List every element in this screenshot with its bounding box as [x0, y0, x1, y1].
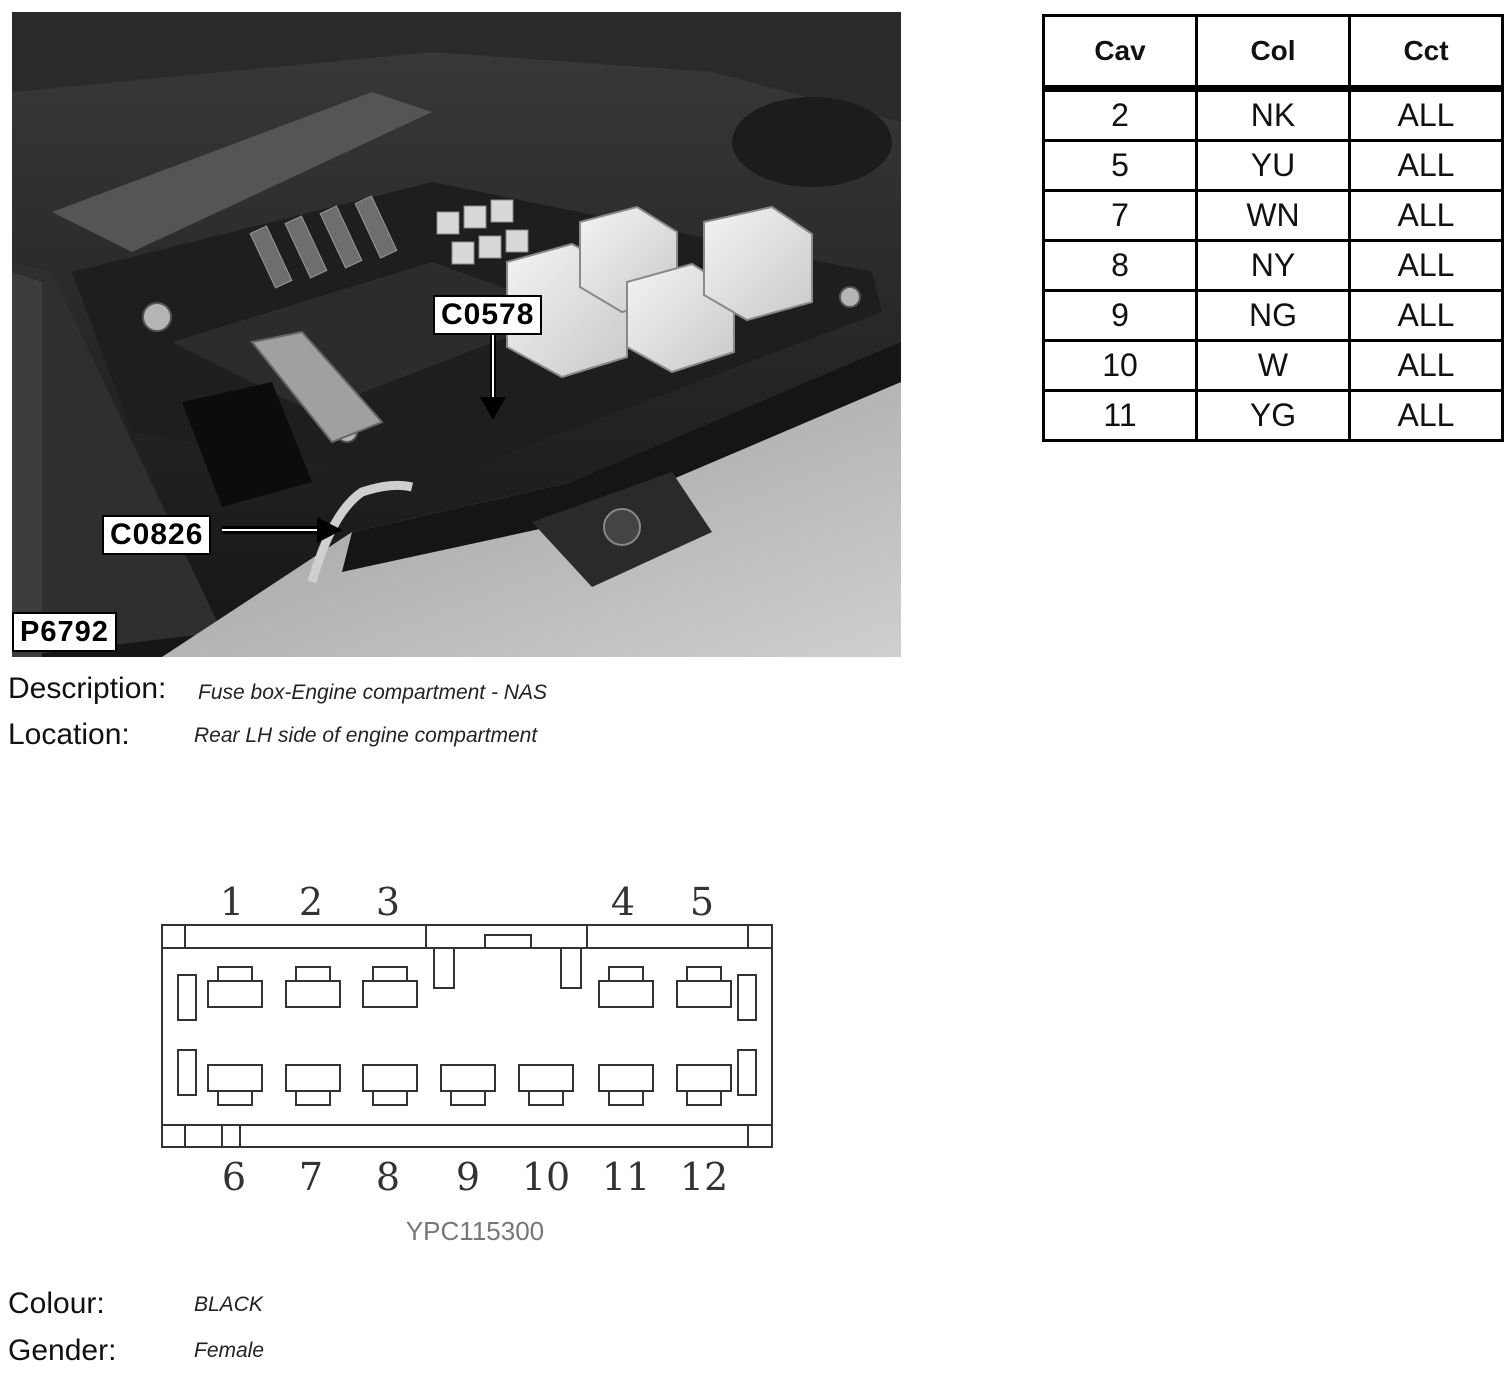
cct-cell: ALL [1350, 341, 1503, 391]
header-col: Col [1197, 16, 1350, 89]
col-cell: YU [1197, 141, 1350, 191]
col-cell: W [1197, 341, 1350, 391]
col-cell: YG [1197, 391, 1350, 441]
cct-cell: ALL [1350, 89, 1503, 141]
cav-cell: 5 [1044, 141, 1197, 191]
colour-value: BLACK [194, 1293, 263, 1316]
cct-cell: ALL [1350, 391, 1503, 441]
cct-cell: ALL [1350, 241, 1503, 291]
pin-label: 2 [298, 880, 324, 924]
header-cct: Cct [1350, 16, 1503, 89]
callout-c0578: C0578 [433, 295, 542, 335]
location-value: Rear LH side of engine compartment [194, 724, 538, 747]
pin-label: 9 [455, 1155, 481, 1199]
connector-part-number: YPC115300 [405, 1216, 545, 1246]
location-label: Location: [8, 718, 130, 751]
table-row [1044, 291, 1503, 341]
cav-cell: 7 [1044, 191, 1197, 241]
description-value: Fuse box-Engine compartment - NAS [198, 681, 547, 704]
col-cell: WN [1197, 191, 1350, 241]
table-row [1044, 141, 1503, 191]
table-row [1044, 191, 1503, 241]
cav-cell: 11 [1044, 391, 1197, 441]
pin-label: 1 [219, 880, 245, 924]
pin-label: 8 [375, 1155, 401, 1199]
cav-cell: 9 [1044, 291, 1197, 341]
pin-label: 4 [610, 880, 636, 924]
pin-label: 5 [689, 880, 715, 924]
col-cell: NY [1197, 241, 1350, 291]
cav-cell: 10 [1044, 341, 1197, 391]
table-header-row [1044, 16, 1503, 89]
pin-label: 7 [298, 1155, 324, 1199]
pin-label: 11 [601, 1155, 651, 1199]
callout-c0826: C0826 [102, 515, 211, 555]
photo-reference: P6792 [12, 612, 117, 652]
col-cell: NG [1197, 291, 1350, 341]
table-row [1044, 89, 1503, 141]
cav-cell: 8 [1044, 241, 1197, 291]
pin-label: 12 [679, 1155, 729, 1199]
gender-value: Female [194, 1339, 265, 1362]
pin-label: 3 [375, 880, 401, 924]
description-label: Description: [8, 672, 167, 705]
pin-label: 10 [521, 1155, 571, 1199]
cct-cell: ALL [1350, 141, 1503, 191]
cav-cell: 2 [1044, 89, 1197, 141]
col-cell: NK [1197, 89, 1350, 141]
table-row [1044, 341, 1503, 391]
cct-cell: ALL [1350, 191, 1503, 241]
gender-label: Gender: [8, 1334, 117, 1367]
colour-label: Colour: [8, 1287, 105, 1320]
header-cav: Cav [1044, 16, 1197, 89]
pin-table [1042, 14, 1504, 442]
fuse-box-photo [12, 12, 901, 657]
connector-face [150, 860, 790, 1260]
table-row [1044, 241, 1503, 291]
table-row [1044, 391, 1503, 441]
connector-diagram [150, 860, 790, 1260]
cct-cell: ALL [1350, 291, 1503, 341]
pin-label: 6 [221, 1155, 247, 1199]
